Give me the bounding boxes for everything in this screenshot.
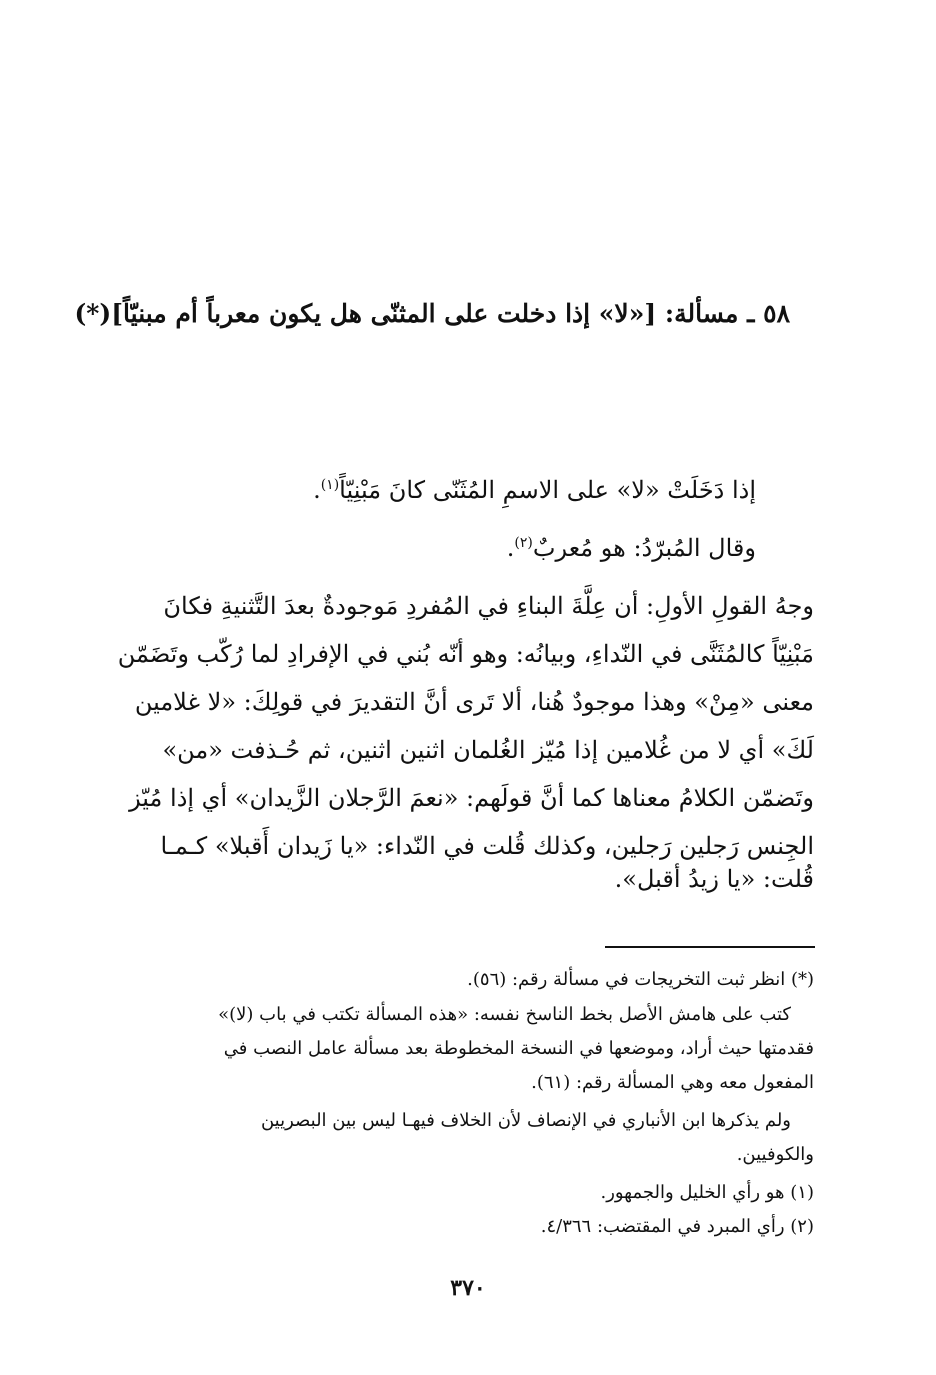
footnote-line: والكوفيين. bbox=[736, 1144, 814, 1165]
body-line: معنى «مِنْ» وهذا موجودٌ هُنا، ألا تَرى أنَّ التقديرَ في قولِكَ: «لا غلامين bbox=[134, 688, 814, 716]
footnote-line: (٢) رأي المبرد في المقتضب: ٤/٣٦٦. bbox=[540, 1216, 814, 1237]
body-line: قُلت: «يا زيدُ أقبل». bbox=[614, 865, 814, 893]
footnote-line: (*) انظر ثبت التخريجات في مسألة رقم: (٥٦). bbox=[467, 969, 814, 990]
intro-line-1 bbox=[116, 473, 756, 507]
body-line: وجهُ القولِ الأولِ: أن عِلَّةَ البناءِ في المُفردِ مَوجودةٌ بعدَ التَّثنيةِ فكانَ bbox=[163, 592, 814, 620]
intro-line-2 bbox=[116, 531, 756, 565]
footnote-line: المفعول معه وهي المسألة رقم: (٦١). bbox=[531, 1072, 814, 1093]
intro-line-2-text: وقال المُبرّدُ: هو مُعربٌ bbox=[532, 534, 756, 562]
body-line: مَبْنِيّاً كالمُثَنَّى في النّداءِ، وبيانُه: وهو أنّه بُني في الإفرادِ لما رُكّب وتَضَمّن bbox=[117, 640, 814, 668]
page-number: ٣٧٠ bbox=[450, 1275, 486, 1301]
footnote-line: كتب على هامش الأصل بخط الناسخ نفسه: «هذه المسألة تكتب في باب (لا)» bbox=[218, 1004, 791, 1025]
question-heading: ٥٨ ـ مسألة: [«لا» إذا دخلت على المثنّى هل يكون معرباً أم مبنيّاً](*) bbox=[74, 299, 790, 328]
footnote-line: ولم يذكرها ابن الأنباري في الإنصاف لأن الخلاف فيهـا ليس بين البصريين bbox=[260, 1110, 791, 1131]
footnote-line: (١) هو رأي الخليل والجمهور. bbox=[600, 1182, 814, 1203]
footnote-line: فقدمتها حيث أراد، وموضعها في النسخة المخطوطة بعد مسألة عامل النصب في bbox=[223, 1038, 814, 1059]
intro-line-1-text: إذا دَخَلَتْ «لا» على الاسمِ المُثَنّى كانَ مَبْنِيّاً bbox=[339, 476, 756, 504]
body-line: الجِنس رَجلين رَجلين، وكذلك قُلت في النّداء: «يا زَيدان أَقبلا» كـمـا bbox=[160, 832, 814, 860]
body-line: لَكَ» أي لا من غُلامين إذا مُيّز الغُلمان اثنين اثنين، ثم حُـذفت «من» bbox=[162, 736, 814, 764]
intro-line-2-end: . bbox=[506, 534, 515, 562]
footnote-ref-2: (٢) bbox=[514, 535, 533, 551]
footnote-separator bbox=[605, 946, 815, 948]
intro-line-1-end: . bbox=[313, 476, 321, 504]
footnote-ref-1: (١) bbox=[320, 477, 340, 493]
body-line: وتَضمّن الكلامُ معناها كما أنَّ قولَهم: «نعمَ الرَّجلان الزَّيدان» أي إذا مُيّز bbox=[129, 784, 814, 812]
